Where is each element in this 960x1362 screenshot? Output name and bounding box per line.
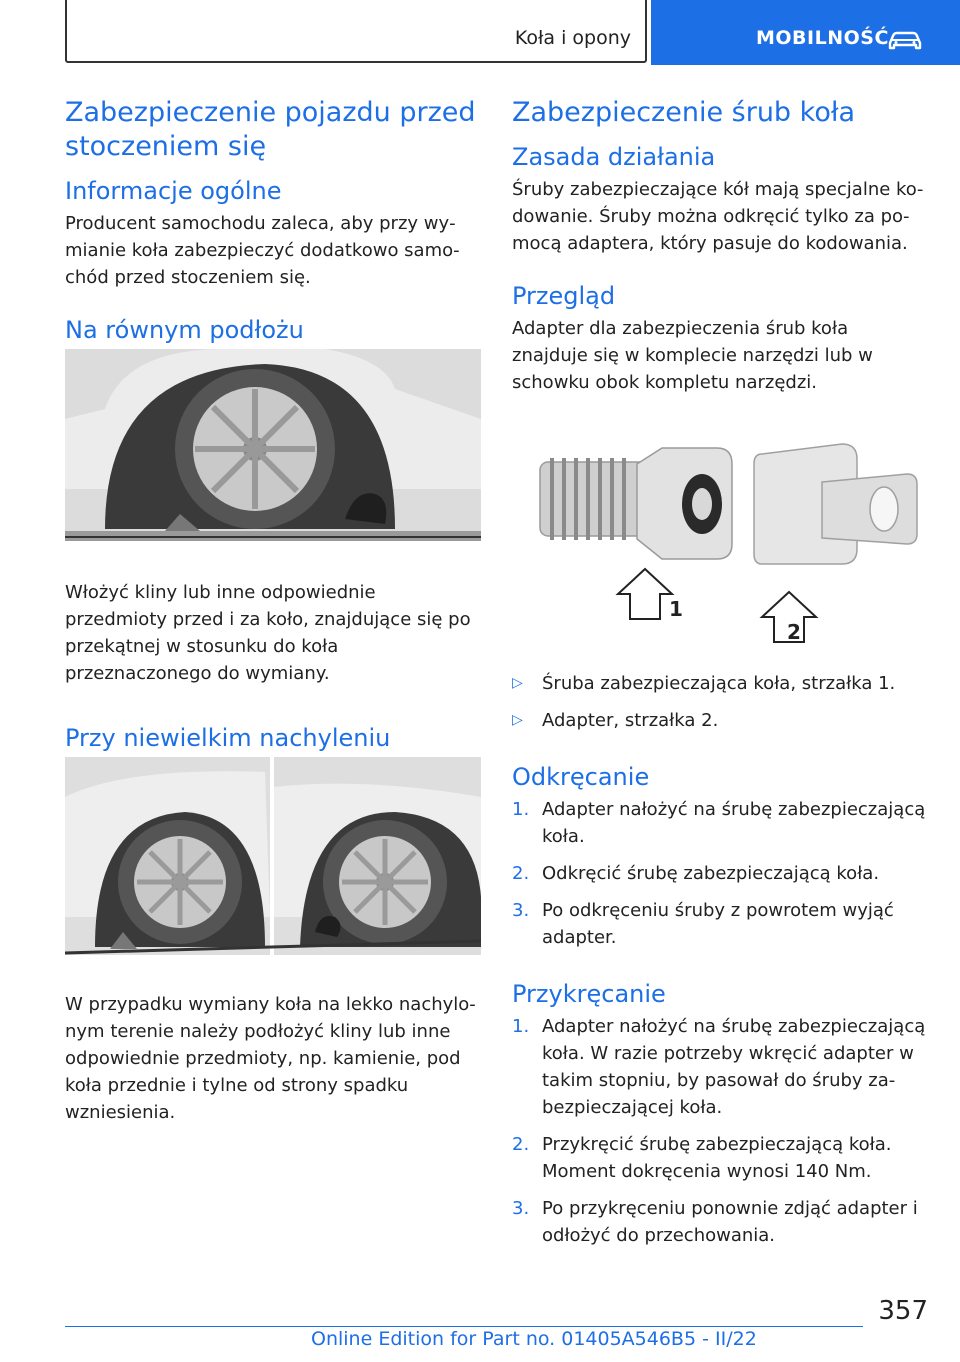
overview-text: Adapter dla zabezpieczenia śrub koła znajduje się w komplecie narzędzi lub w schowku obok kompletu narzędzi. [512, 318, 873, 393]
slope-heading: Przy niewielkim nachyleniu [65, 724, 391, 752]
bullet-arrow-icon: ▷ [512, 712, 523, 728]
list-item: 3. Po odkręceniu śruby z powrotem wyjąć adapter. [512, 900, 894, 948]
footer-edition: Online Edition for Part no. 01405A546B5 - II/22 [311, 1328, 757, 1350]
footer-divider [65, 1326, 863, 1327]
unscrew-steps [512, 796, 928, 951]
screw-steps [512, 1013, 928, 1249]
header-section-title: Koła i opony [514, 27, 631, 49]
list-item: 2. Przykręcić śrubę zabezpieczającą koła. Moment dokręcenia wynosi 140 Nm. [512, 1134, 892, 1182]
lock-bolt-figure [512, 434, 928, 644]
left-section-title: Zabezpieczenie pojazdu przed stoczeniem się [65, 97, 476, 162]
header-section-box [65, 0, 647, 63]
header-chapter-title: MOBILNOŚĆ [756, 27, 889, 49]
parts-list [512, 670, 928, 734]
list-item: 3. Po przykręceniu ponownie zdjąć adapter i odłożyć do przechowania. [512, 1198, 918, 1246]
figure-label-2: 2 [787, 620, 801, 644]
car-icon [887, 29, 923, 51]
left-column [65, 96, 483, 1126]
list-item: ▷ Śruba zabezpieczająca koła, strzałka 1. [512, 670, 928, 697]
header-chapter-tab [651, 0, 960, 65]
bullet-arrow-icon: ▷ [512, 675, 523, 691]
principle-text: Śruby zabezpieczające kół mają specjalne kodowanie. Śruby można odkręcić tylko za pomocą adaptera, który pasuje do kodowania. [512, 179, 924, 254]
list-item: 2. Odkręcić śrubę zabezpieczającą koła. [512, 863, 880, 884]
list-item: 1. Adapter nałożyć na śrubę zabezpieczającą koła. W razie potrzeby wkręcić adapter w takim stopniu, by pasował do śruby zabezpieczającej koła. [512, 1016, 926, 1118]
general-text: Producent samochodu zaleca, aby przy wymianie koła zabezpieczyć dodatkowo samochód przed stoczeniem się. [65, 213, 460, 288]
slope-text: W przypadku wymiany koła na lekko nachylonym terenie należy podłożyć kliny lub inne odpowiednie przedmioty, np. kamienie, pod koła przednie i tylne od strony spadku wzniesienia. [65, 994, 476, 1123]
right-column [512, 96, 928, 1259]
unscrew-heading: Odkręcanie [512, 763, 650, 791]
list-item: 1. Adapter nałożyć na śrubę zabezpieczającą koła. [512, 799, 926, 847]
flat-text: Włożyć kliny lub inne odpowiednie przedmioty przed i za koło, znajdujące się po przekątnej w stosunku do koła przeznaczonego do wymiany. [65, 582, 471, 684]
overview-heading: Przegląd [512, 282, 616, 310]
right-section-title: Zabezpieczenie śrub koła [512, 97, 856, 128]
general-heading: Informacje ogólne [65, 177, 282, 205]
figure-label-1: 1 [669, 597, 683, 621]
wheel-chock-photo [65, 349, 481, 541]
page-number: 357 [878, 1296, 928, 1326]
slope-photo [65, 757, 481, 955]
list-item: ▷ Adapter, strzałka 2. [512, 707, 928, 734]
flat-heading: Na równym podłożu [65, 316, 304, 344]
principle-heading: Zasada działania [512, 143, 716, 171]
screw-heading: Przykręcanie [512, 980, 666, 1008]
